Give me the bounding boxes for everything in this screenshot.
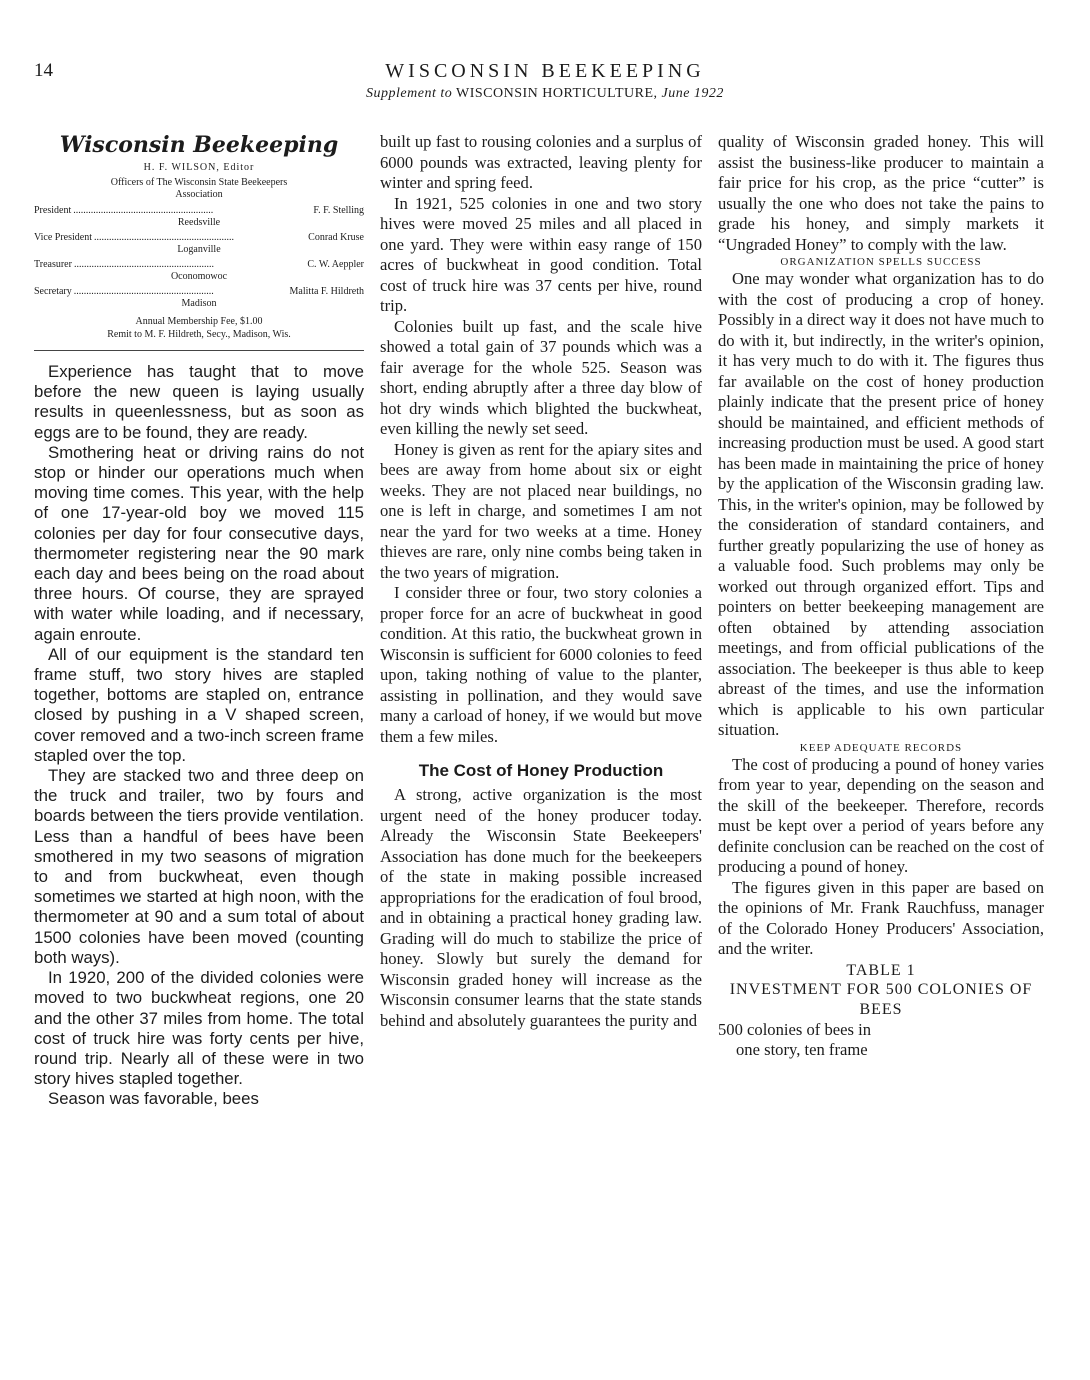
officer-town: Oconomowoc [170,271,228,282]
subhead-organization: ORGANIZATION SPELLS SUCCESS [780,256,982,268]
paragraph: I consider three or four, two story colonies a proper force for an acre of buckwheat in good condition. At this ratio, the buckwheat grown in Wisconsin is sufficient for 6000 colonies to feed upon, taking nothing of value to the planter, assisting in pollination, and they would save many a carload of honey, if we would but move them a few miles. [380,583,702,746]
table-title: TABLE 1 [846,961,916,979]
officer-town: Madison [181,298,217,309]
officer-secretary [34,286,364,310]
paragraph: built up fast to rousing colonies and a surplus of 6000 pounds was extracted, leaving plenty for winter and spring feed. [380,132,702,192]
article-heading: The Cost of Honey Production [418,761,664,780]
officer-name: Malitta F. Hildreth [289,286,364,297]
leader-dots: ........................................................ [94,232,234,243]
paragraph: quality of Wisconsin graded honey. This will assist the business-like producer to maintain a fair price for his crop, as the price “cutter” is usually the one who does not take the pains to grade his honey, and simply markets it “Ungraded Honey” to comply with the law. [718,132,1044,254]
leader-dots: ........................................................ [73,286,214,297]
paragraph: In 1921, 525 colonies in one and two story hives were moved 25 miles and all placed in one yard. They were within easy range of 150 acres of buckwheat in good condition. Total cost of truck hire was 37 cents per hive, round trip. [380,193,702,315]
paragraph: They are stacked two and three deep on the truck and trailer, two by fours and boards between the tiers provide ventilation. Less than a handful of bees have been smothered in my two seasons of migration to and from buckwheat, even though sometimes we started at high noon, with the thermometer at 90 and a sum total of about 1500 colonies have been moved (counting both ways). [34,766,364,967]
paragraph: Colonies built up fast, and the scale hive showed a total gain of 37 pounds which was a fair average for the whole 525. Season was short, ending abruptly after a three day blow of hot dry winds which blighted the buckwheat, even killing the newly set seed. [380,316,702,438]
masthead-editor: H. F. WILSON, Editor [143,162,255,173]
table-line: one story, ten frame [736,1039,868,1059]
officers-heading-2: Association [175,189,223,200]
officers-heading-1: Officers of The Wisconsin State Beekeepers [110,177,288,188]
paragraph: In 1920, 200 of the divided colonies were moved to two buckwheat regions, one 20 and the other 37 miles from home. The total cost of truck hire was forty cents per hive, round trip. Nearly all of these were in two story hives stapled together. [34,968,364,1089]
officer-name: C. W. Aeppler [307,259,364,270]
officer-town: Loganville [177,244,221,255]
paragraph: Season was favorable, bees [48,1089,259,1109]
paragraph: Honey is given as rent for the apiary sites and bees are away from home about six or eight weeks. They are not placed near buildings, no one is left in charge, and sometimes I am not near the yard for two weeks at a time. Honey thieves are rare, only nine combs being taken in the two years of migration. [380,439,702,582]
officer-role: President [34,205,72,216]
supplement-title: WISCONSIN HORTICULTURE, [456,86,658,101]
paragraph: One may wonder what organization has to do with the cost of producing a crop of honey. Possibly in a direct way it does not have much to do with it, but indirectly, in the writer's opinion, it has very much to do with it. The figures thus far available on the cost of honey production plainly indicate that the present price of honey should be maintained, and efficient methods of increasing production must be used. A good start has been made in maintaining the price of honey by the application of the Wisconsin grading law. This, in the writer's opinion, may be followed by the consideration of standard containers, and further greatly popularizing the use of honey as a valuable food. Such problems may only be worked out through organized effort. Tips and pointers on better beekeeping management are often obtained by attending association meetings, and from official publications of the association. The beekeeper is thus able to keep abreast of the times, and use the information which is applicable to his own particular situation. [718,269,1044,739]
officer-role: Vice President [34,232,92,243]
subhead-records: KEEP ADEQUATE RECORDS [799,741,963,754]
officer-role: Secretary [34,286,72,297]
leader-dots: ........................................................ [73,259,214,270]
table-caption: INVESTMENT FOR 500 COLONIES OF BEES [729,980,1033,1018]
page-header [0,60,1090,110]
officer-role: Treasurer [34,259,72,270]
column-3 [718,132,1044,1060]
paragraph: Experience has taught that to move before the new queen is laying usually results in queenlessness, but as soon as eggs are to be found, they are ready. [34,362,364,442]
supplement-date: June 1922 [661,86,724,101]
remit-address: Remit to M. F. Hildreth, Secy., Madison, Wis. [107,329,291,340]
paragraph: All of our equipment is the standard ten frame stuff, two story hives are stapled together, bottoms are stapled on, entrance closed by pushing in a V shaped screen, cover removed and a two-inch screen frame stapled over the top. [34,644,364,765]
officer-treasurer [34,259,364,283]
table-line: 500 colonies of bees in [718,1019,871,1039]
paragraph: Smothering heat or driving rains do not stop or hinder our operations much when moving time comes. This year, with the help of one 17-year-old boy we moved 115 colonies per day for four consecutive days, thermometer registering near the 90 mark each day and bees being on the road about three hours. Of course, they are sprayed with water while loading, and if necessary, again enroute. [34,442,364,644]
leader-dots: ........................................................ [73,205,214,216]
masthead [34,132,364,340]
officer-president [34,205,364,229]
masthead-divider [34,350,364,351]
page-number: 14 [34,60,53,81]
officer-town: Reedsville [177,217,221,228]
membership-fee: Annual Membership Fee, $1.00 [135,316,263,327]
paragraph: The figures given in this paper are based on the opinions of Mr. Frank Rauchfuss, manager of the Colorado Honey Producers' Association, and the writer. [718,877,1044,958]
running-title: WISCONSIN BEEKEEPING [385,60,705,82]
supplement-line [0,86,1090,102]
paragraph: The cost of producing a pound of honey varies from year to year, depending on the season and the skill of the beekeeper. Therefore, records must be kept over a period of years before any definite conclusion can be reached on the cost of producing a pound of honey. [718,754,1044,876]
officer-name: F. F. Stelling [313,205,364,216]
supplement-prefix: Supplement to [366,86,453,101]
officer-name: Conrad Kruse [308,232,364,243]
paragraph: A strong, active organization is the most urgent need of the honey producer today. Already the Wisconsin State Beekeepers' Association has done much for the beekeepers of the state in making possible increased appropriations for the eradication of foul brood, and in obtaining a practical honey grading law. Grading will do much to stabilize the price of honey. Slowly but surely the demand for Wisconsin graded honey will increase as the Wisconsin consumer learns that the state stands behind and absolutely guarantees the purity and [380,785,702,1030]
column-1 [34,132,364,1110]
column-2 [380,132,702,1031]
officer-vice-president [34,232,364,256]
masthead-title: Wisconsin Beekeeping [59,132,339,158]
